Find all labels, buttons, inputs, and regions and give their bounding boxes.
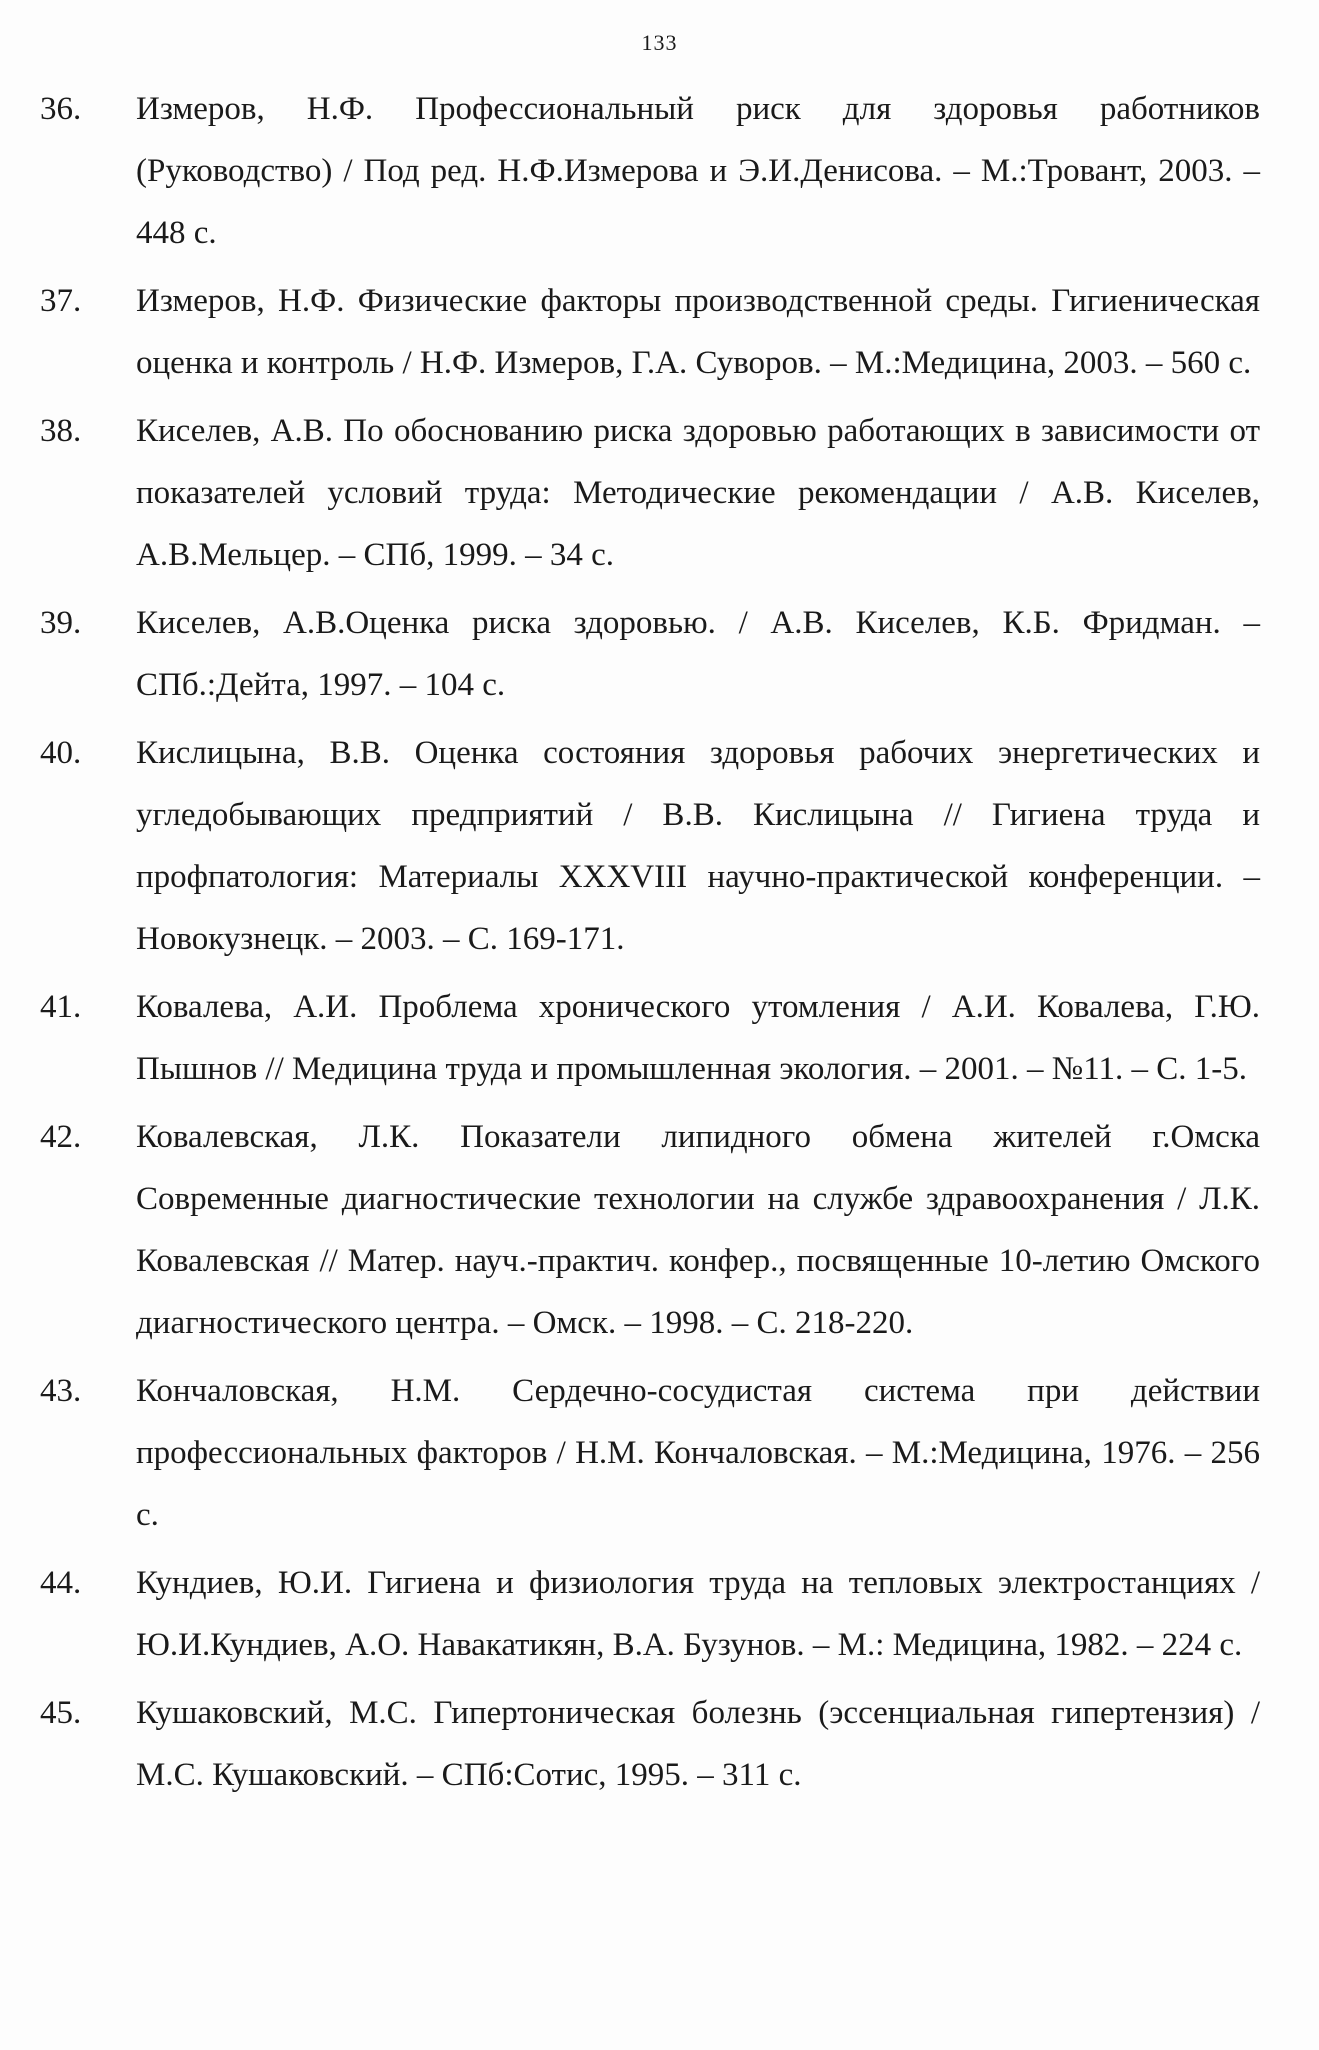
reference-text: Ковалевская, Л.К. Показатели липидного обмена жителей г.Омска Современные диагностические технологии на службе здравоохранения / Л.К. Ковалевская // Матер. науч.-практич. конфер., посвященные 10-летию Омского диагностического центра. – Омск. – 1998. – С. 218-220.	[136, 1119, 1260, 1341]
reference-item	[40, 1682, 1260, 1806]
reference-text: Кушаковский, М.С. Гипертоническая болезнь (эссенциальная гипертензия) / М.С. Кушаковский. – СПб:Сотис, 1995. – 311 с.	[136, 1695, 1260, 1793]
reference-text: Киселев, А.В.Оценка риска здоровью. / А.В. Киселев, К.Б. Фридман. – СПб.:Дейта, 1997. – 104 с.	[136, 605, 1260, 703]
reference-number: 38.	[40, 413, 82, 449]
reference-number: 36.	[40, 91, 82, 127]
reference-text: Измеров, Н.Ф. Профессиональный риск для здоровья работников (Руководство) / Под ред. Н.Ф.Измерова и Э.И.Денисова. – М.:Тровант, 2003. – 448 с.	[136, 91, 1260, 251]
reference-item	[40, 976, 1260, 1100]
reference-number: 45.	[40, 1695, 82, 1731]
reference-item	[40, 1106, 1260, 1354]
reference-text: Ковалева, А.И. Проблема хронического утомления / А.И. Ковалева, Г.Ю. Пышнов // Медицина труда и промышленная экология. – 2001. – №11. – С. 1-5.	[136, 989, 1260, 1087]
reference-item	[40, 722, 1260, 970]
page-number: 133	[641, 30, 678, 55]
reference-item	[40, 1552, 1260, 1676]
reference-text: Киселев, А.В. По обоснованию риска здоровью работающих в зависимости от показателей условий труда: Методические рекомендации / А.В. Киселев, А.В.Мельцер. – СПб, 1999. – 34 с.	[136, 413, 1260, 573]
reference-item	[40, 78, 1260, 264]
reference-number: 39.	[40, 605, 82, 641]
reference-list	[40, 78, 1260, 1812]
reference-text: Кислицына, В.В. Оценка состояния здоровья рабочих энергетических и угледобывающих предприятий / В.В. Кислицына // Гигиена труда и профпатология: Материалы XXXVIII научно-практической конференции. – Новокузнецк. – 2003. – С. 169-171.	[136, 735, 1260, 957]
reference-item	[40, 592, 1260, 716]
reference-number: 37.	[40, 283, 82, 319]
reference-number: 40.	[40, 735, 82, 771]
reference-text: Кончаловская, Н.М. Сердечно-сосудистая система при действии профессиональных факторов / Н.М. Кончаловская. – М.:Медицина, 1976. – 256 с.	[136, 1373, 1260, 1533]
reference-item	[40, 400, 1260, 586]
reference-text: Измеров, Н.Ф. Физические факторы производственной среды. Гигиеническая оценка и контроль / Н.Ф. Измеров, Г.А. Суворов. – М.:Медицина, 2003. – 560 с.	[136, 283, 1260, 381]
reference-text: Кундиев, Ю.И. Гигиена и физиология труда на тепловых электростанциях / Ю.И.Кундиев, А.О. Навакатикян, В.А. Бузунов. – М.: Медицина, 1982. – 224 с.	[136, 1565, 1260, 1663]
reference-number: 44.	[40, 1565, 82, 1601]
reference-item	[40, 1360, 1260, 1546]
reference-number: 42.	[40, 1119, 82, 1155]
reference-number: 43.	[40, 1373, 82, 1409]
reference-number: 41.	[40, 989, 82, 1025]
reference-item	[40, 270, 1260, 394]
